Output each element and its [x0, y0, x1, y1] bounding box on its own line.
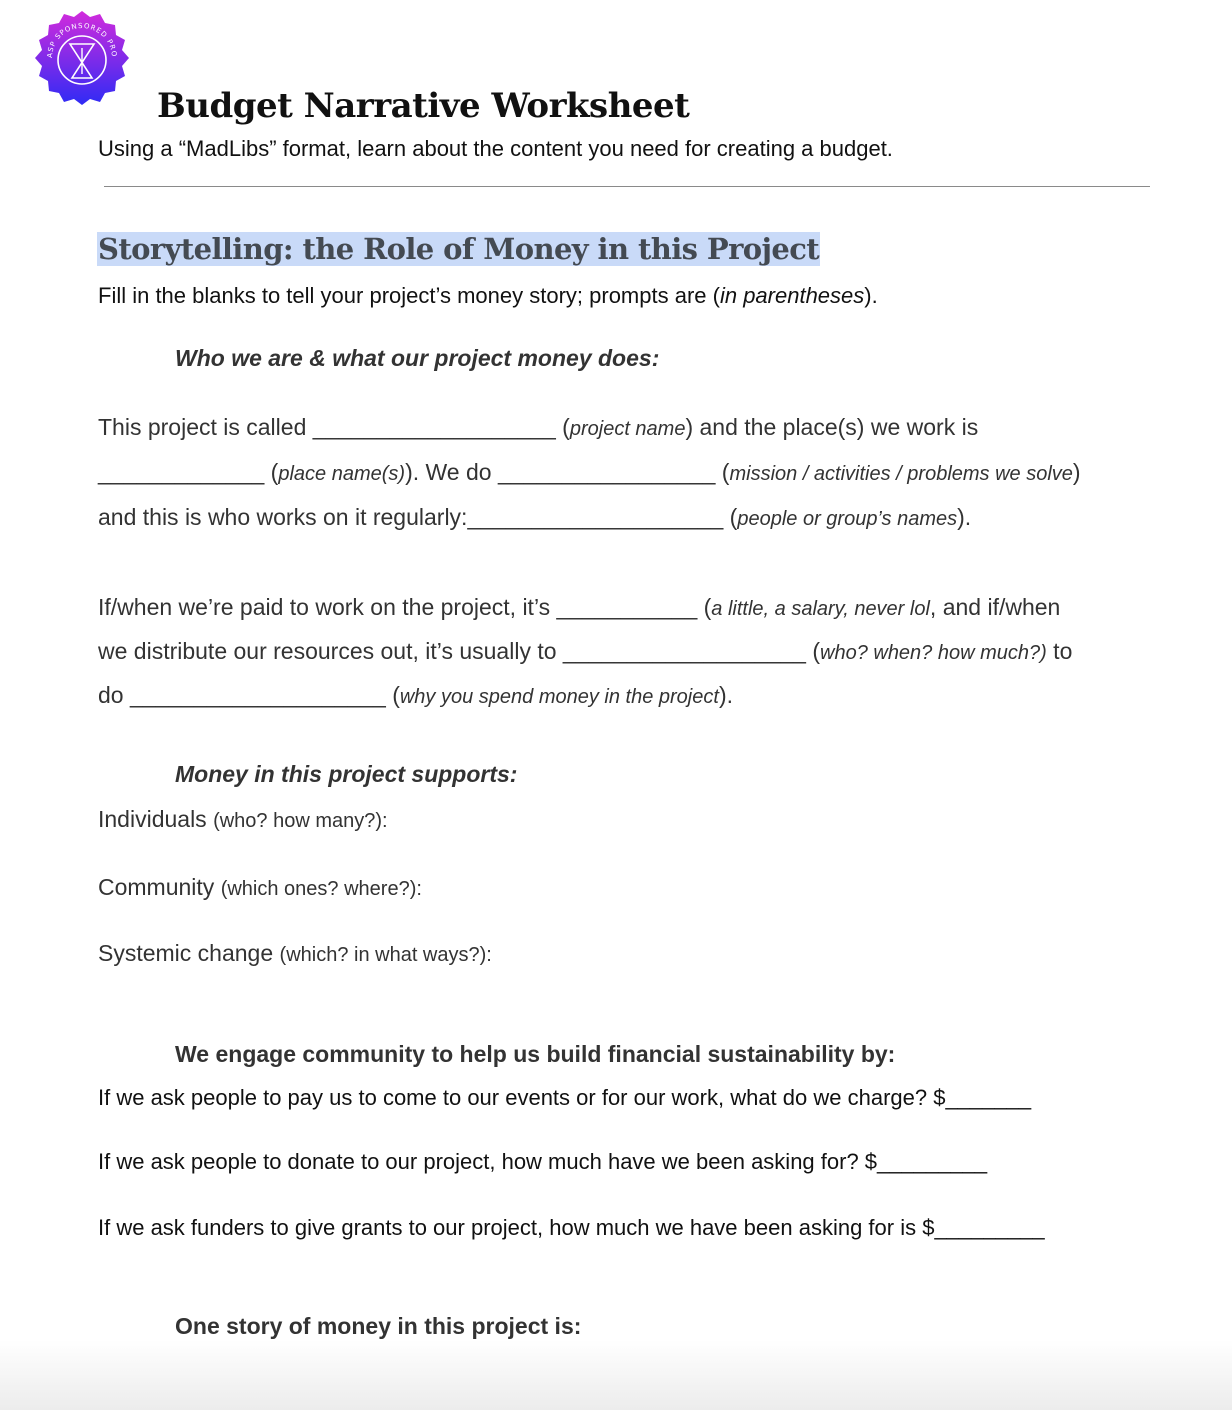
document-subtitle: Using a “MadLibs” format, learn about the content you need for creating a budget. [98, 136, 893, 161]
madlib-line-5: we distribute our resources out, it’s usually to ___________________ (who? when? how much?) to [98, 638, 1073, 664]
supports-item-individuals: Individuals (who? how many?): [98, 806, 388, 832]
engage-question-grants: If we ask funders to give grants to our project, how much we have been asking for is $_________ [98, 1215, 1045, 1240]
svg-text:ASP SPONSORED PROJECTS: ASP SPONSORED PRO [45, 21, 119, 59]
page-bottom-shadow [0, 1340, 1232, 1410]
madlib-line-3: and this is who works on it regularly:____________________ (people or group’s names). [98, 504, 972, 530]
madlib-line-2: _____________ (place name(s)). We do _________________ (mission / activities / problems we solve) [98, 459, 1081, 485]
madlib-line-4: If/when we’re paid to work on the project, it’s ___________ (a little, a salary, never lol, and if/when [98, 594, 1061, 620]
story-heading: One story of money in this project is: [175, 1313, 582, 1339]
document-title: Budget Narrative Worksheet [157, 86, 690, 126]
madlib-line-1: This project is called ___________________ (project name) and the place(s) we work is [98, 414, 979, 440]
section-instructions: Fill in the blanks to tell your project’s money story; prompts are (in parentheses). [98, 283, 878, 308]
engage-question-events: If we ask people to pay us to come to our events or for our work, what do we charge? $_______ [98, 1085, 1032, 1110]
who-we-are-heading: Who we are & what our project money does: [175, 345, 660, 371]
section-heading: Storytelling: the Role of Money in this Project [98, 232, 820, 266]
supports-item-systemic-change: Systemic change (which? in what ways?): [98, 940, 492, 966]
horizontal-divider [104, 186, 1150, 187]
engage-question-donations: If we ask people to donate to our project, how much have we been asking for? $_________ [98, 1149, 988, 1174]
madlib-line-6: do ____________________ (why you spend money in the project). [98, 682, 733, 708]
asp-sponsored-projects-logo-icon [32, 8, 132, 108]
supports-item-community: Community (which ones? where?): [98, 874, 422, 900]
engage-heading: We engage community to help us build financial sustainability by: [175, 1041, 896, 1067]
supports-heading: Money in this project supports: [175, 761, 518, 787]
